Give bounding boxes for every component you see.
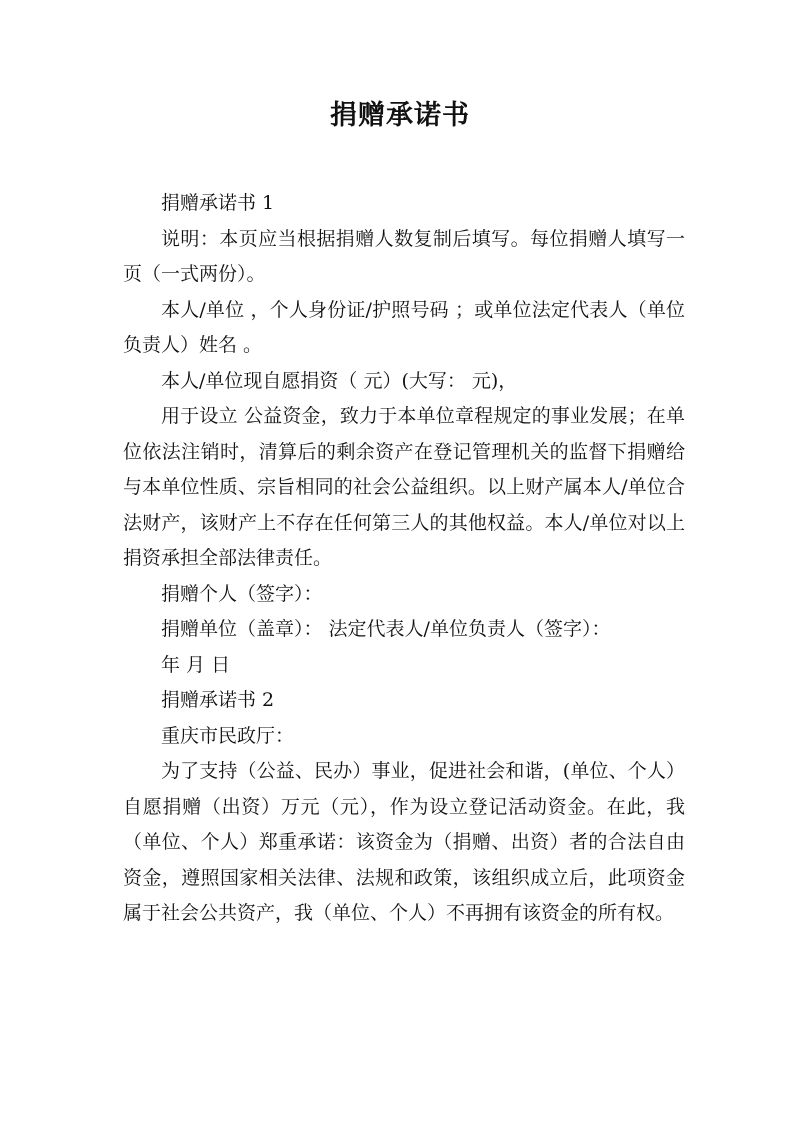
donation-purpose-paragraph: 用于设立 公益资金，致力于本单位章程规定的事业发展；在单位依法注销时，清算后的剩余资产在登记管理机关的监督下捐赠给与本单位性质、宗旨相同的社会公益组织。以上财产属本人/单位合法财产，该财产上不存在任何第三人的其他权益。本人/单位对以上捐资承担全部法律责任。 (123, 405, 685, 569)
section-heading-2: 捐赠承诺书 2 (161, 689, 275, 711)
individual-signature-line: 捐赠个人（签字）： (161, 582, 323, 605)
donation-amount-paragraph: 本人/单位现自愿捐资（ 元）(大写： 元)， (161, 369, 518, 392)
addressee-line: 重庆市民政厅： (161, 724, 295, 747)
section-heading-1: 捐赠承诺书 1 (161, 192, 275, 214)
donor-identity-paragraph: 本人/单位 ，个人身份证/护照号码 ；或单位法定代表人（单位负责人）姓名 。 (123, 298, 685, 356)
commitment-paragraph: 为了支持（公益、民办）事业，促进社会和谐，(单位、个人）自愿捐赠（出资）万元（元），作为设立登记活动资金。在此，我（单位、个人）郑重承诺：该资金为（捐赠、出资）者的合法自由资金，遵照国家相关法律、法规和政策，该组织成立后，此项资金属于社会公共资产，我（单位、个人）不再拥有该资金的所有权。 (123, 760, 685, 924)
document-body (123, 186, 685, 932)
instruction-paragraph: 说明：本页应当根据捐赠人数复制后填写。每位捐赠人填写一页（一式两份）。 (123, 227, 685, 285)
date-line: 年 月 日 (161, 653, 231, 676)
unit-seal-signature-line: 捐赠单位（盖章）： 法定代表人/单位负责人（签字）： (161, 618, 611, 640)
document-title: 捐赠承诺书 (330, 100, 470, 131)
